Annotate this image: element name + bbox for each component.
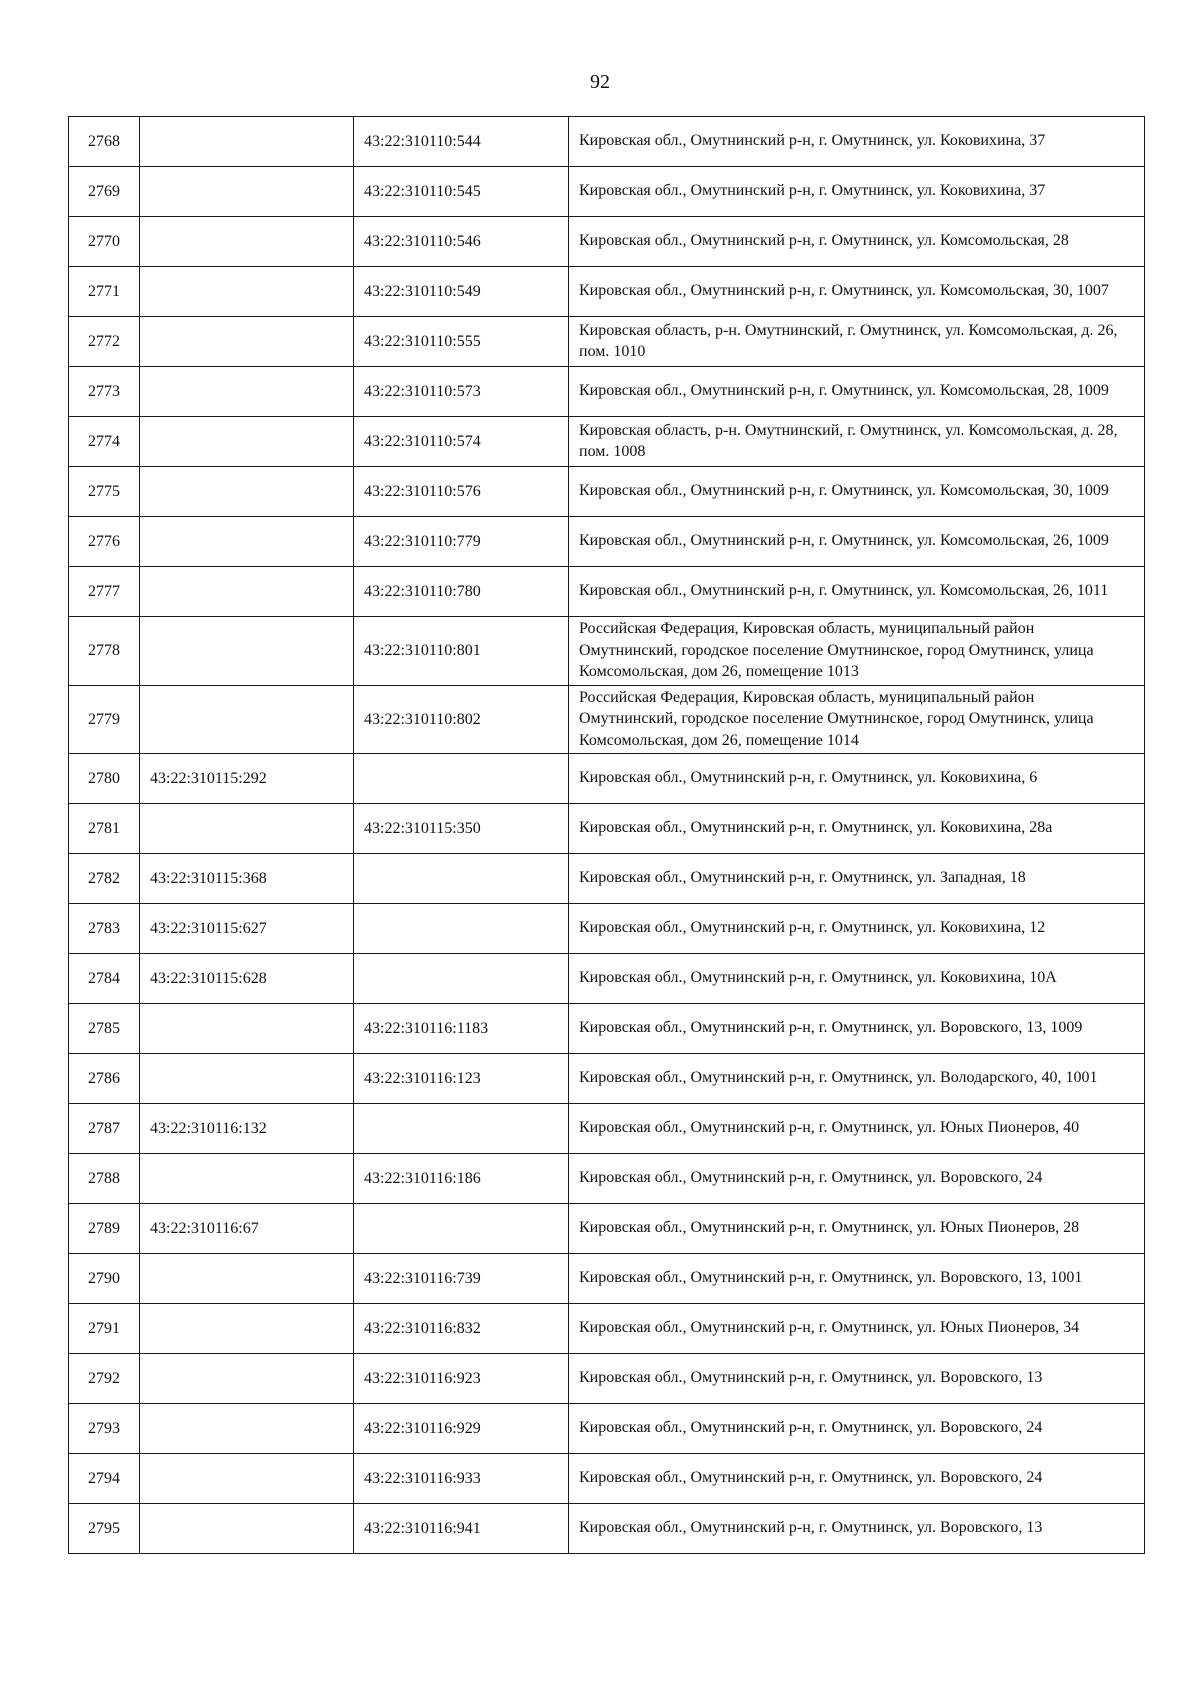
land-cadastral-number-cell: 43:22:310116:132 (140, 1104, 354, 1154)
object-cadastral-number-cell: 43:22:310116:739 (354, 1254, 569, 1304)
table-row (69, 1404, 1145, 1454)
row-number-cell: 2785 (69, 1004, 140, 1054)
table-row (69, 517, 1145, 567)
table-row (69, 1054, 1145, 1104)
row-number-cell: 2778 (69, 617, 140, 686)
object-cadastral-number-cell: 43:22:310110:545 (354, 167, 569, 217)
table-row (69, 854, 1145, 904)
land-cadastral-number-cell (140, 267, 354, 317)
table-row (69, 1204, 1145, 1254)
row-number-cell: 2787 (69, 1104, 140, 1154)
table-row (69, 1104, 1145, 1154)
object-cadastral-number-cell: 43:22:310110:802 (354, 685, 569, 754)
table-row (69, 1454, 1145, 1504)
table-row (69, 804, 1145, 854)
property-registry-table (68, 116, 1145, 1554)
object-cadastral-number-cell (354, 754, 569, 804)
row-number-cell: 2780 (69, 754, 140, 804)
row-number-cell: 2790 (69, 1254, 140, 1304)
row-number-cell: 2795 (69, 1504, 140, 1554)
land-cadastral-number-cell (140, 467, 354, 517)
address-cell: Кировская обл., Омутнинский р-н, г. Омутнинск, ул. Юных Пионеров, 40 (569, 1104, 1145, 1154)
row-number-cell: 2770 (69, 217, 140, 267)
address-cell: Кировская обл., Омутнинский р-н, г. Омутнинск, ул. Коковихина, 28а (569, 804, 1145, 854)
land-cadastral-number-cell (140, 1454, 354, 1504)
row-number-cell: 2769 (69, 167, 140, 217)
land-cadastral-number-cell (140, 1304, 354, 1354)
table-row (69, 1004, 1145, 1054)
object-cadastral-number-cell: 43:22:310110:546 (354, 217, 569, 267)
table-row (69, 754, 1145, 804)
table-row (69, 954, 1145, 1004)
object-cadastral-number-cell (354, 954, 569, 1004)
table-body (69, 117, 1145, 1554)
object-cadastral-number-cell: 43:22:310116:933 (354, 1454, 569, 1504)
address-cell: Кировская обл., Омутнинский р-н, г. Омутнинск, ул. Воровского, 24 (569, 1454, 1145, 1504)
row-number-cell: 2783 (69, 904, 140, 954)
row-number-cell: 2777 (69, 567, 140, 617)
row-number-cell: 2786 (69, 1054, 140, 1104)
address-cell: Кировская обл., Омутнинский р-н, г. Омутнинск, ул. Воровского, 24 (569, 1404, 1145, 1454)
address-cell: Кировская обл., Омутнинский р-н, г. Омутнинск, ул. Коковихина, 12 (569, 904, 1145, 954)
table-row (69, 904, 1145, 954)
land-cadastral-number-cell (140, 567, 354, 617)
land-cadastral-number-cell: 43:22:310116:67 (140, 1204, 354, 1254)
address-cell: Кировская область, р-н. Омутнинский, г. Омутнинск, ул. Комсомольская, д. 28, пом. 1008 (569, 417, 1145, 467)
address-cell: Кировская обл., Омутнинский р-н, г. Омутнинск, ул. Воровского, 13 (569, 1504, 1145, 1554)
table-row (69, 1354, 1145, 1404)
table-row (69, 167, 1145, 217)
land-cadastral-number-cell (140, 617, 354, 686)
land-cadastral-number-cell: 43:22:310115:368 (140, 854, 354, 904)
land-cadastral-number-cell (140, 1004, 354, 1054)
land-cadastral-number-cell (140, 685, 354, 754)
object-cadastral-number-cell: 43:22:310116:929 (354, 1404, 569, 1454)
object-cadastral-number-cell: 43:22:310110:555 (354, 317, 569, 367)
row-number-cell: 2779 (69, 685, 140, 754)
address-cell: Кировская обл., Омутнинский р-н, г. Омутнинск, ул. Комсомольская, 26, 1009 (569, 517, 1145, 567)
address-cell: Кировская область, р-н. Омутнинский, г. Омутнинск, ул. Комсомольская, д. 26, пом. 1010 (569, 317, 1145, 367)
table-row (69, 117, 1145, 167)
object-cadastral-number-cell: 43:22:310115:350 (354, 804, 569, 854)
object-cadastral-number-cell: 43:22:310110:801 (354, 617, 569, 686)
row-number-cell: 2776 (69, 517, 140, 567)
address-cell: Кировская обл., Омутнинский р-н, г. Омутнинск, ул. Коковихина, 10А (569, 954, 1145, 1004)
table-row (69, 467, 1145, 517)
land-cadastral-number-cell (140, 517, 354, 567)
land-cadastral-number-cell (140, 117, 354, 167)
table-row (69, 417, 1145, 467)
object-cadastral-number-cell: 43:22:310110:576 (354, 467, 569, 517)
land-cadastral-number-cell: 43:22:310115:628 (140, 954, 354, 1004)
land-cadastral-number-cell (140, 804, 354, 854)
table-row (69, 1154, 1145, 1204)
object-cadastral-number-cell: 43:22:310116:941 (354, 1504, 569, 1554)
table-row (69, 1254, 1145, 1304)
address-cell: Кировская обл., Омутнинский р-н, г. Омутнинск, ул. Комсомольская, 26, 1011 (569, 567, 1145, 617)
land-cadastral-number-cell (140, 1254, 354, 1304)
row-number-cell: 2793 (69, 1404, 140, 1454)
row-number-cell: 2789 (69, 1204, 140, 1254)
object-cadastral-number-cell: 43:22:310110:549 (354, 267, 569, 317)
land-cadastral-number-cell (140, 1154, 354, 1204)
land-cadastral-number-cell: 43:22:310115:627 (140, 904, 354, 954)
address-cell: Кировская обл., Омутнинский р-н, г. Омутнинск, ул. Комсомольская, 30, 1009 (569, 467, 1145, 517)
object-cadastral-number-cell: 43:22:310110:544 (354, 117, 569, 167)
address-cell: Российская Федерация, Кировская область, муниципальный район Омутнинский, городское поселение Омутнинское, город Омутнинск, улица Комсомольская, дом 26, помещение 1013 (569, 617, 1145, 686)
land-cadastral-number-cell (140, 1054, 354, 1104)
land-cadastral-number-cell (140, 367, 354, 417)
address-cell: Кировская обл., Омутнинский р-н, г. Омутнинск, ул. Комсомольская, 30, 1007 (569, 267, 1145, 317)
row-number-cell: 2774 (69, 417, 140, 467)
object-cadastral-number-cell: 43:22:310116:1183 (354, 1004, 569, 1054)
object-cadastral-number-cell: 43:22:310116:832 (354, 1304, 569, 1354)
object-cadastral-number-cell (354, 1104, 569, 1154)
table-row (69, 317, 1145, 367)
object-cadastral-number-cell: 43:22:310116:186 (354, 1154, 569, 1204)
address-cell: Кировская обл., Омутнинский р-н, г. Омутнинск, ул. Коковихина, 37 (569, 117, 1145, 167)
table-row (69, 1304, 1145, 1354)
object-cadastral-number-cell: 43:22:310110:780 (354, 567, 569, 617)
object-cadastral-number-cell: 43:22:310110:779 (354, 517, 569, 567)
row-number-cell: 2784 (69, 954, 140, 1004)
object-cadastral-number-cell: 43:22:310116:923 (354, 1354, 569, 1404)
table-row (69, 617, 1145, 686)
address-cell: Кировская обл., Омутнинский р-н, г. Омутнинск, ул. Юных Пионеров, 28 (569, 1204, 1145, 1254)
address-cell: Кировская обл., Омутнинский р-н, г. Омутнинск, ул. Западная, 18 (569, 854, 1145, 904)
row-number-cell: 2792 (69, 1354, 140, 1404)
row-number-cell: 2791 (69, 1304, 140, 1354)
table-row (69, 1504, 1145, 1554)
address-cell: Кировская обл., Омутнинский р-н, г. Омутнинск, ул. Комсомольская, 28 (569, 217, 1145, 267)
table-row (69, 267, 1145, 317)
table-row (69, 217, 1145, 267)
row-number-cell: 2794 (69, 1454, 140, 1504)
address-cell: Кировская обл., Омутнинский р-н, г. Омутнинск, ул. Коковихина, 6 (569, 754, 1145, 804)
address-cell: Кировская обл., Омутнинский р-н, г. Омутнинск, ул. Комсомольская, 28, 1009 (569, 367, 1145, 417)
land-cadastral-number-cell (140, 1354, 354, 1404)
row-number-cell: 2771 (69, 267, 140, 317)
land-cadastral-number-cell: 43:22:310115:292 (140, 754, 354, 804)
address-cell: Кировская обл., Омутнинский р-н, г. Омутнинск, ул. Воровского, 24 (569, 1154, 1145, 1204)
land-cadastral-number-cell (140, 1504, 354, 1554)
object-cadastral-number-cell (354, 854, 569, 904)
row-number-cell: 2781 (69, 804, 140, 854)
table-row (69, 367, 1145, 417)
address-cell: Кировская обл., Омутнинский р-н, г. Омутнинск, ул. Коковихина, 37 (569, 167, 1145, 217)
row-number-cell: 2773 (69, 367, 140, 417)
address-cell: Кировская обл., Омутнинский р-н, г. Омутнинск, ул. Воровского, 13, 1009 (569, 1004, 1145, 1054)
object-cadastral-number-cell (354, 904, 569, 954)
object-cadastral-number-cell: 43:22:310110:574 (354, 417, 569, 467)
page-number: 92 (590, 71, 610, 93)
object-cadastral-number-cell: 43:22:310116:123 (354, 1054, 569, 1104)
object-cadastral-number-cell: 43:22:310110:573 (354, 367, 569, 417)
address-cell: Российская Федерация, Кировская область, муниципальный район Омутнинский, городское поселение Омутнинское, город Омутнинск, улица Комсомольская, дом 26, помещение 1014 (569, 685, 1145, 754)
table-row (69, 685, 1145, 754)
row-number-cell: 2768 (69, 117, 140, 167)
land-cadastral-number-cell (140, 417, 354, 467)
table-row (69, 567, 1145, 617)
address-cell: Кировская обл., Омутнинский р-н, г. Омутнинск, ул. Воровского, 13, 1001 (569, 1254, 1145, 1304)
object-cadastral-number-cell (354, 1204, 569, 1254)
land-cadastral-number-cell (140, 167, 354, 217)
land-cadastral-number-cell (140, 317, 354, 367)
address-cell: Кировская обл., Омутнинский р-н, г. Омутнинск, ул. Володарского, 40, 1001 (569, 1054, 1145, 1104)
address-cell: Кировская обл., Омутнинский р-н, г. Омутнинск, ул. Воровского, 13 (569, 1354, 1145, 1404)
row-number-cell: 2788 (69, 1154, 140, 1204)
address-cell: Кировская обл., Омутнинский р-н, г. Омутнинск, ул. Юных Пионеров, 34 (569, 1304, 1145, 1354)
row-number-cell: 2782 (69, 854, 140, 904)
land-cadastral-number-cell (140, 217, 354, 267)
row-number-cell: 2775 (69, 467, 140, 517)
row-number-cell: 2772 (69, 317, 140, 367)
land-cadastral-number-cell (140, 1404, 354, 1454)
